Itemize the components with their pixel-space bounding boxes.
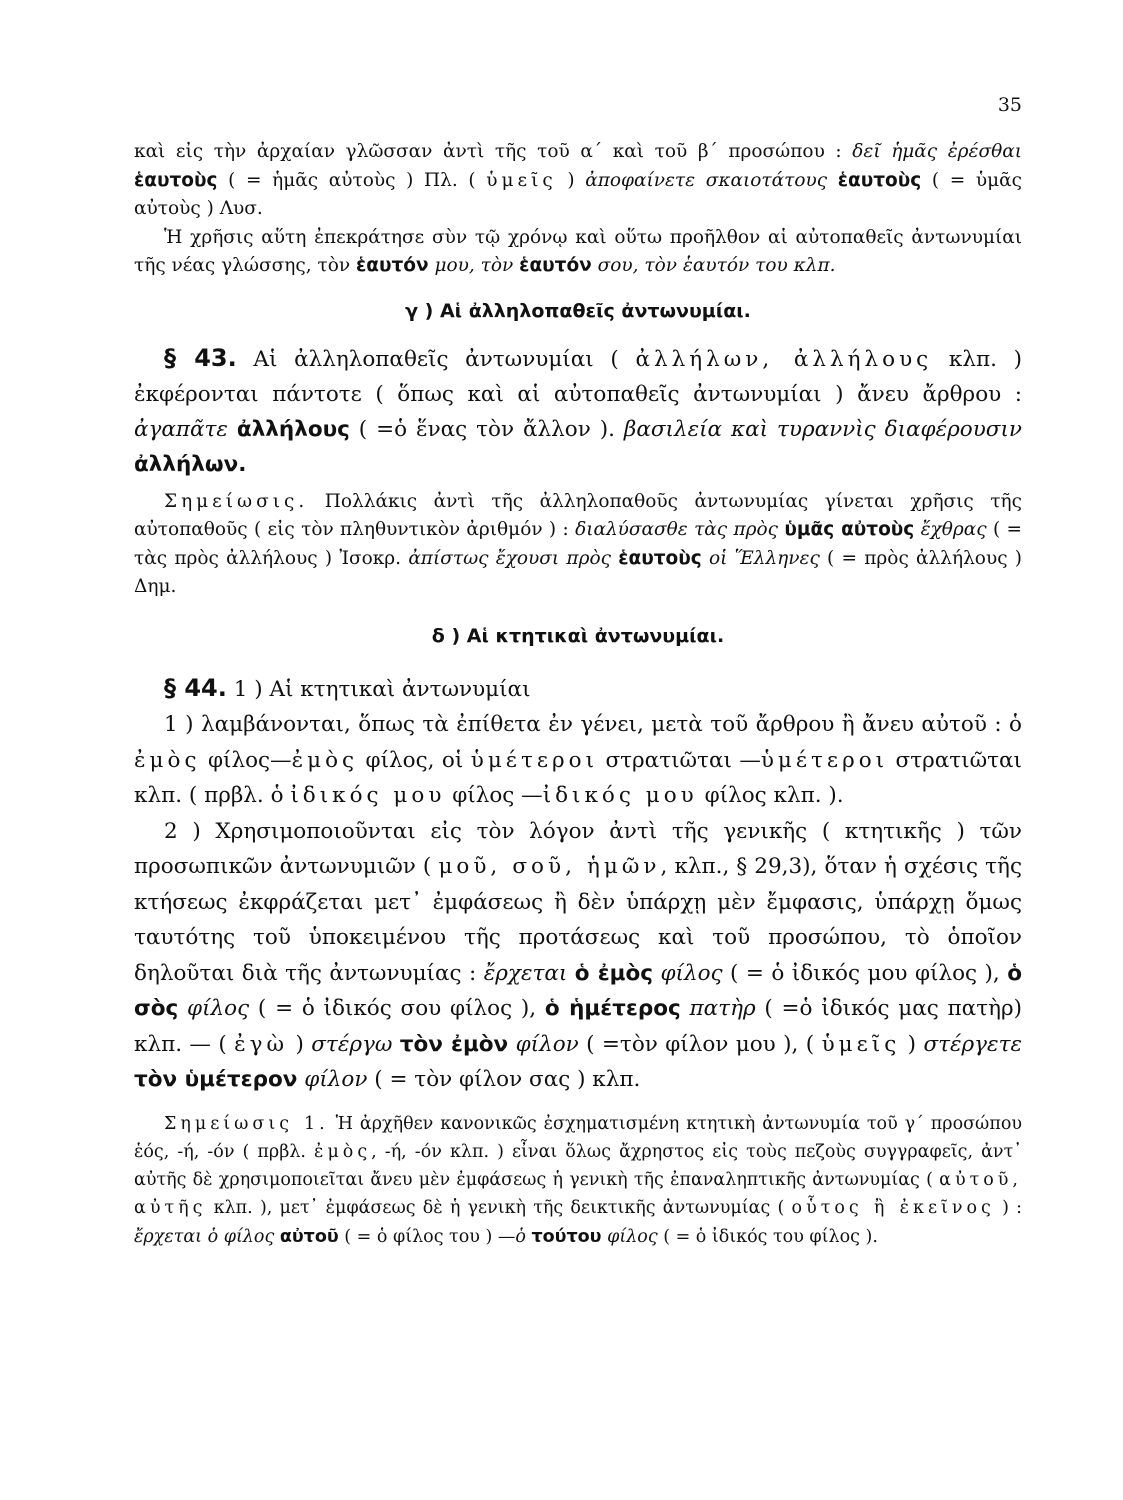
text: Ἡ χρῆσις αὕτη ἐπεκράτησε σὺν τῷ χρόνῳ καὶ οὕτω προῆλθον αἱ αὐτοπαθεῖς ἀντωνυμίαι τῆς νέας γλώσσης, τὸν [134, 226, 1022, 276]
text: ( =ὁ ἕνας τὸν ἄλλον ). [349, 416, 624, 442]
text: ) [900, 1031, 924, 1057]
example: φίλος [178, 996, 250, 1021]
example: ἔχθρας [914, 519, 987, 540]
spaced-word: ἐμὸς [314, 1141, 372, 1162]
text: φίλος — [445, 783, 543, 808]
example: φίλος [601, 1226, 658, 1247]
spaced-word: ὑμέτεροι [470, 747, 598, 773]
text: ( = ὁ ἰδικός του φίλος ). [657, 1226, 878, 1247]
example: στέργετε [923, 1031, 1023, 1057]
emphasis: ὁ ἐμὸς [574, 960, 653, 986]
emphasis: ὁ ἡμέτερος [544, 996, 681, 1021]
example: ἀγαπᾶτε [134, 416, 237, 442]
text: ( = ὑμᾶς αὐτοὺς ) Λυσ. [134, 169, 1022, 219]
emphasis: ἀλλήλων. [134, 451, 247, 477]
text: ( =ὁ ἰδικός μας πατὴρ) κλπ. — ( [134, 996, 1023, 1057]
example: πατὴρ [680, 996, 756, 1021]
spaced-word: ἀλλήλων, ἀλλήλους [635, 346, 933, 372]
example: οἱ Ἕλληνες [701, 547, 820, 569]
text: φίλος κλπ. ). [697, 783, 844, 808]
text: Ἡ ἀρχῆθεν κανονικῶς ἐσχηματισμένη κτητικὴ ἀντωνυμία τοῦ γ΄ προσώπου ἑός, -ή, -όν ( πρβλ. [134, 1113, 1023, 1162]
spaced-word: ὑμεῖς [821, 1031, 901, 1057]
text: ) [556, 169, 586, 191]
example: φίλον [297, 1067, 368, 1092]
page-number: 35 [997, 94, 1022, 116]
example: φίλος [653, 960, 723, 986]
text: ( = ὁ ἰδικός σου φίλος ), [249, 996, 545, 1021]
text: καὶ εἰς τὴν ἀρχαίαν γλῶσσαν ἀντὶ τῆς τοῦ α΄ καὶ τοῦ β΄ προσώπου : [134, 141, 853, 162]
emphasis: ὑμᾶς αὐτοὺς [784, 519, 915, 540]
section-number: § 43. [164, 343, 237, 372]
text: φίλος— [200, 747, 292, 773]
text: κλπ. ) ἐκφέρονται πάντοτε ( ὅπως καὶ αἱ αὐτοπαθεῖς ἀντωνυμίαι ) ἄνευ ἄρθρου : [134, 346, 1023, 407]
note-label: Σημείωσις 1. [164, 1113, 329, 1134]
emphasis: τούτου [531, 1226, 602, 1247]
example: μου, τὸν [428, 255, 520, 276]
section-44-point-2 [134, 814, 1022, 1098]
spaced-word: ἰδικός μου [542, 783, 698, 808]
text: φίλος, οἱ [358, 747, 471, 773]
text: ( = τὸν φίλον σας ) κλπ. [367, 1067, 641, 1092]
example: ἀποφαίνετε σκαιοτάτους [585, 169, 838, 191]
spaced-word: ἐμὸς [291, 747, 359, 773]
spaced-word: μοῦ, σοῦ, ἡμῶν [438, 854, 661, 879]
example: στέργω [311, 1031, 400, 1057]
example: βασιλεία καὶ τυραννὶς διαφέρουσιν [623, 416, 1022, 442]
note-possessive [134, 1110, 1022, 1251]
emphasis: ἑαυτοὺς [618, 547, 702, 569]
text: , κλπ., § 29,3), ὅταν ἡ σχέσις τῆς κτήσεως ἐκφράζεται μετ᾽ ἐμφάσεως ἢ δὲν ὑπάρχῃ μὲν ἔμφασις, ὑπάρχῃ ὅμως ταυτότης τοῦ ὑποκειμένου τῆς προτάσεως καὶ τοῦ προσώπου, τὸ ὁποῖον δηλοῦται διὰ τῆς ἀντωνυμίας : [134, 854, 1022, 986]
text: ) : [994, 1198, 1022, 1219]
text: ( = πρὸς ἀλλήλους ) Δημ. [134, 547, 1023, 597]
section-heading-reciprocal: γ ) Αἱ ἀλληλοπαθεῖς ἀντωνυμίαι. [405, 299, 751, 322]
spaced-word: ἰδικός μου [290, 783, 446, 808]
spaced-word: αὐτοῦ, αὐτῆς [134, 1170, 1022, 1219]
example: διαλύσασθε τὰς πρὸς [575, 519, 785, 540]
text: ( = ὁ ἰδικός μου φίλος ), [722, 960, 1008, 986]
section-number: § 44. [164, 673, 227, 702]
section-44-point-1 [134, 707, 1022, 814]
emphasis: αὐτοῦ [279, 1226, 339, 1247]
text: Αἱ ἀλληλοπαθεῖς ἀντωνυμίαι ( [236, 346, 636, 372]
paragraph-modern-reflexive [134, 224, 1022, 281]
note-reciprocal [134, 488, 1022, 602]
text: κλπ. ), μετ᾽ ἐμφάσεως δὲ ἡ γενικὴ τῆς δεικτικῆς ἀντωνυμίας ( [206, 1198, 792, 1219]
text: 1 ) λαμβάνονται, ὅπως τὰ ἐπίθετα ἐν γένει, μετὰ τοῦ ἄρθρου ἢ ἄνευ αὐτοῦ : ὁ [164, 712, 1022, 737]
text: ( = ἡμᾶς αὐτοὺς ) Πλ. ( [217, 169, 487, 191]
spaced-word: ὑμεῖς [486, 169, 557, 191]
section-44-title [134, 671, 1022, 708]
emphasis: ἑαυτοὺς [837, 169, 922, 191]
text: ) [288, 1031, 312, 1057]
spaced-word: ἐγὼ [234, 1031, 289, 1057]
paragraph-reflexive-usage [134, 138, 1022, 224]
example: ἀπίστως ἔχουσι πρὸς [408, 547, 619, 569]
section-43 [134, 341, 1022, 482]
text: ( = ὁ φίλος του ) — [338, 1226, 516, 1247]
spaced-word: ὑμέτεροι [760, 747, 889, 773]
example: ἔρχεται [483, 960, 575, 986]
text: 2 ) Χρησιμοποιοῦνται εἰς τὸν λόγον ἀντὶ τῆς γενικῆς ( κτητικῆς ) τῶν προσωπικῶν ἀντωνυμιῶν ( [134, 818, 1022, 879]
emphasis: ἀλλήλους [236, 416, 350, 442]
page-text [134, 138, 1022, 1251]
text: 1 ) Αἱ κτητικαὶ ἀντωνυμίαι [226, 676, 531, 702]
section-heading-possessive: δ ) Αἱ κτητικαὶ ἀντωνυμίαι. [431, 624, 725, 647]
example: ἔρχεται ὁ φίλος [134, 1226, 280, 1247]
example: σου, τὸν ἑαυτόν του κλπ. [591, 255, 836, 276]
note-label: Σημείωσις. [164, 490, 309, 512]
emphasis: ἑαυτόν [355, 255, 429, 276]
text: στρατιῶται κλπ. ( πρβλ. ὁ [134, 747, 1022, 808]
spaced-word: οὗτος ἢ ἐκεῖνος [791, 1198, 995, 1219]
emphasis: τὸν ἐμὸν [399, 1031, 509, 1057]
emphasis: ὁ σὸς [134, 960, 1022, 1021]
text: ( =τὸν φίλον μου ), ( [578, 1031, 822, 1057]
emphasis: ἑαυτοὺς [134, 169, 218, 191]
text: στρατιῶται — [598, 747, 761, 773]
text: ( = τὰς πρὸς ἀλλήλους ) Ἰσοκρ. [134, 519, 1023, 569]
text: Πολλάκις ἀντὶ τῆς ἀλληλοπαθοῦς ἀντωνυμίας γίνεται χρῆσις τῆς αὐτοπαθοῦς ( εἰς τὸν πληθυντικὸν ἀριθμόν ) : [134, 490, 1022, 540]
example: δεῖ ἡμᾶς ἐρέσθαι [852, 141, 1022, 162]
example: φίλον [508, 1031, 579, 1057]
text: , -ή, -όν κλπ. ) εἶναι ὅλως ἄχρηστος εἰς τοὺς πεζοὺς συγγραφεῖς, ἀντ᾽ αὐτῆς δὲ χρησιμοποιεῖται ἄνευ μὲν ἐμφάσεως ἡ γενικὴ τῆς ἐπαναληπτικῆς ἀντωνυμίας ( [134, 1141, 1022, 1191]
spaced-word: ἐμὸς [134, 747, 201, 773]
emphasis: τὸν ὑμέτερον [134, 1067, 298, 1092]
example: ὁ [515, 1226, 532, 1247]
emphasis: ἑαυτόν [519, 255, 592, 276]
